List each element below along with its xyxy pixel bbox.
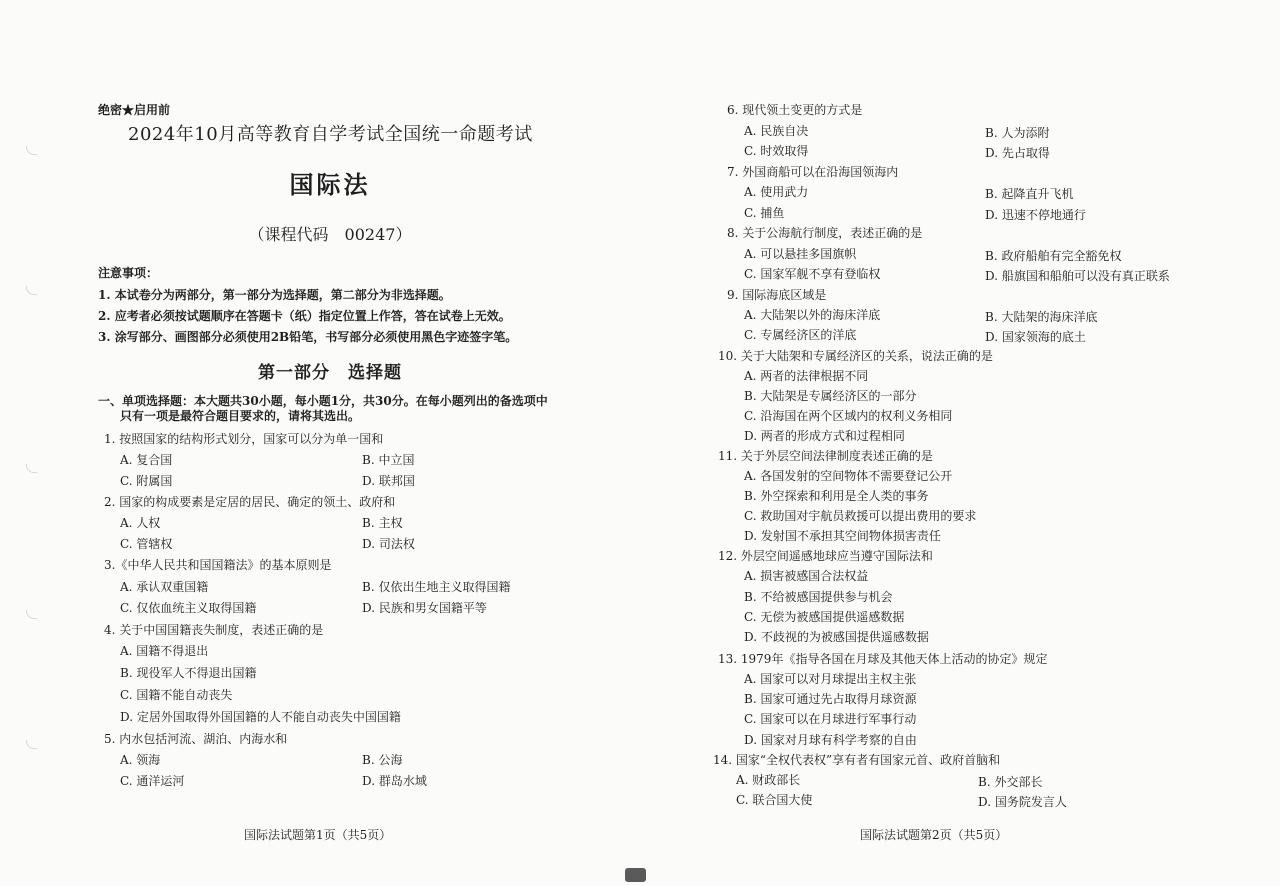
answer-option: C. 附属国 (120, 474, 173, 488)
answer-option: B. 人为添附 (985, 126, 1050, 140)
answer-option: B. 中立国 (362, 453, 415, 467)
answer-option: C. 国家可以在月球进行军事行动 (744, 712, 917, 726)
answer-option: D. 不歧视的为被感国提供遥感数据 (744, 630, 929, 644)
answer-option: B. 仅依出生地主义取得国籍 (362, 580, 511, 594)
section-instructions-line: 一、单项选择题：本大题共30小题，每小题1分，共30分。在每小题列出的备选项中 (98, 394, 548, 408)
answer-option: A. 财政部长 (736, 773, 801, 787)
question-stem: 1. 按照国家的结构形式划分，国家可以分为单一国和 (104, 432, 384, 446)
answer-option: C. 联合国大使 (736, 793, 813, 807)
punch-hole-mark (26, 740, 37, 749)
question-stem: 13. 1979年《指导各国在月球及其他天体上活动的协定》规定 (718, 652, 1048, 666)
answer-option: A. 损害被感国合法权益 (744, 569, 869, 583)
answer-option: B. 外空探索和利用是全人类的事务 (744, 489, 929, 503)
answer-option: B. 大陆架的海床洋底 (985, 310, 1098, 324)
answer-option: B. 不给被感国提供参与机会 (744, 590, 893, 604)
subject-title: 国际法 (289, 170, 371, 199)
question-stem: 8. 关于公海航行制度，表述正确的是 (727, 226, 923, 240)
confidential-label: 绝密★启用前 (98, 103, 171, 117)
punch-hole-mark (26, 610, 37, 619)
question-stem: 4. 关于中国国籍丧失制度，表述正确的是 (104, 623, 324, 637)
answer-option: D. 国家对月球有科学考察的自由 (744, 733, 917, 747)
answer-option: D. 发射国不承担其空间物体损害责任 (744, 529, 941, 543)
answer-option: D. 民族和男女国籍平等 (362, 601, 487, 615)
answer-option: A. 人权 (120, 516, 161, 530)
answer-option: C. 国家军舰不享有登临权 (744, 267, 881, 281)
question-stem: 5. 内水包括河流、湖泊、内海水和 (104, 732, 288, 746)
answer-option: D. 司法权 (362, 537, 415, 551)
notice-item: 1. 本试卷分为两部分，第一部分为选择题，第二部分为非选择题。 (98, 288, 451, 302)
answer-option: C. 无偿为被感国提供遥感数据 (744, 610, 905, 624)
answer-option: B. 政府船舶有完全豁免权 (985, 249, 1122, 263)
answer-option: D. 国家领海的底土 (985, 330, 1086, 344)
question-stem: 14. 国家“全权代表权”享有者有国家元首、政府首脑和 (713, 753, 1001, 767)
answer-option: D. 联邦国 (362, 474, 415, 488)
answer-option: D. 两者的形成方式和过程相同 (744, 429, 905, 443)
question-stem: 6. 现代领土变更的方式是 (727, 103, 863, 117)
right-exam-page (640, 0, 1280, 886)
question-stem: 9. 国际海底区域是 (727, 288, 827, 302)
notice-heading: 注意事项： (98, 266, 159, 280)
punch-hole-mark (26, 286, 37, 295)
section-instructions (98, 394, 548, 424)
answer-option: D. 先占取得 (985, 146, 1050, 160)
question-stem: 2. 国家的构成要素是定居的居民、确定的领土、政府和 (104, 495, 396, 509)
answer-option: B. 起降直升飞机 (985, 187, 1074, 201)
answer-option: D. 群岛水域 (362, 774, 427, 788)
question-stem: 12. 外层空间遥感地球应当遵守国际法和 (718, 549, 933, 563)
answer-option: C. 管辖权 (120, 537, 173, 551)
answer-option: B. 国家可通过先占取得月球资源 (744, 692, 917, 706)
section-instructions-line: 只有一项是最符合题目要求的，请将其选出。 (120, 409, 361, 423)
question-stem: 10. 关于大陆架和专属经济区的关系，说法正确的是 (718, 349, 993, 363)
answer-option: D. 迅速不停地通行 (985, 208, 1086, 222)
answer-option: A. 民族自决 (744, 124, 809, 138)
page-footer: 国际法试题第1页（共5页） (244, 828, 392, 842)
answer-option: B. 外交部长 (978, 775, 1043, 789)
question-stem: 7. 外国商船可以在沿海国领海内 (727, 165, 899, 179)
answer-option: D. 国务院发言人 (978, 795, 1067, 809)
answer-option: C. 通洋运河 (120, 774, 185, 788)
page-footer: 国际法试题第2页（共5页） (860, 828, 1008, 842)
answer-option: B. 大陆架是专属经济区的一部分 (744, 389, 917, 403)
punch-hole-mark (26, 464, 37, 473)
answer-option: A. 复合国 (120, 453, 173, 467)
exam-title: 2024年10月高等教育自学考试全国统一命题考试 (128, 124, 533, 145)
answer-option: C. 国籍不能自动丧失 (120, 688, 233, 702)
answer-option: B. 现役军人不得退出国籍 (120, 666, 257, 680)
answer-option: A. 领海 (120, 753, 161, 767)
answer-option: C. 专属经济区的洋底 (744, 328, 857, 342)
notice-item: 2. 应考者必须按试题顺序在答题卡（纸）指定位置上作答，答在试卷上无效。 (98, 309, 511, 323)
answer-option: C. 救助国对宇航员救援可以提出费用的要求 (744, 509, 977, 523)
answer-option: B. 主权 (362, 516, 403, 530)
answer-option: C. 捕鱼 (744, 206, 785, 220)
answer-option: C. 时效取得 (744, 144, 809, 158)
part-one-title: 第一部分 选择题 (258, 363, 402, 383)
answer-option: A. 大陆架以外的海床洋底 (744, 308, 881, 322)
answer-option: B. 公海 (362, 753, 403, 767)
answer-option: A. 使用武力 (744, 185, 809, 199)
answer-option: A. 国家可以对月球提出主权主张 (744, 672, 917, 686)
answer-option: D. 船旗国和船舶可以没有真正联系 (985, 269, 1170, 283)
answer-option: A. 各国发射的空间物体不需要登记公开 (744, 469, 953, 483)
question-stem: 11. 关于外层空间法律制度表述正确的是 (718, 449, 933, 463)
answer-option: D. 定居外国取得外国国籍的人不能自动丧失中国国籍 (120, 710, 401, 724)
question-stem: 3.《中华人民共和国国籍法》的基本原则是 (104, 558, 332, 572)
answer-option: C. 沿海国在两个区域内的权利义务相同 (744, 409, 953, 423)
answer-option: C. 仅依血统主义取得国籍 (120, 601, 257, 615)
answer-option: A. 可以悬挂多国旗帜 (744, 247, 857, 261)
answer-option: A. 国籍不得退出 (120, 644, 209, 658)
notice-item: 3. 涂写部分、画图部分必须使用2B铅笔，书写部分必须使用黑色字迹签字笔。 (98, 330, 518, 344)
binding-clip-mark (625, 868, 646, 882)
answer-option: A. 两者的法律根据不同 (744, 369, 869, 383)
course-code: （课程代码 00247） (248, 225, 412, 244)
punch-hole-mark (26, 146, 37, 155)
answer-option: A. 承认双重国籍 (120, 580, 209, 594)
